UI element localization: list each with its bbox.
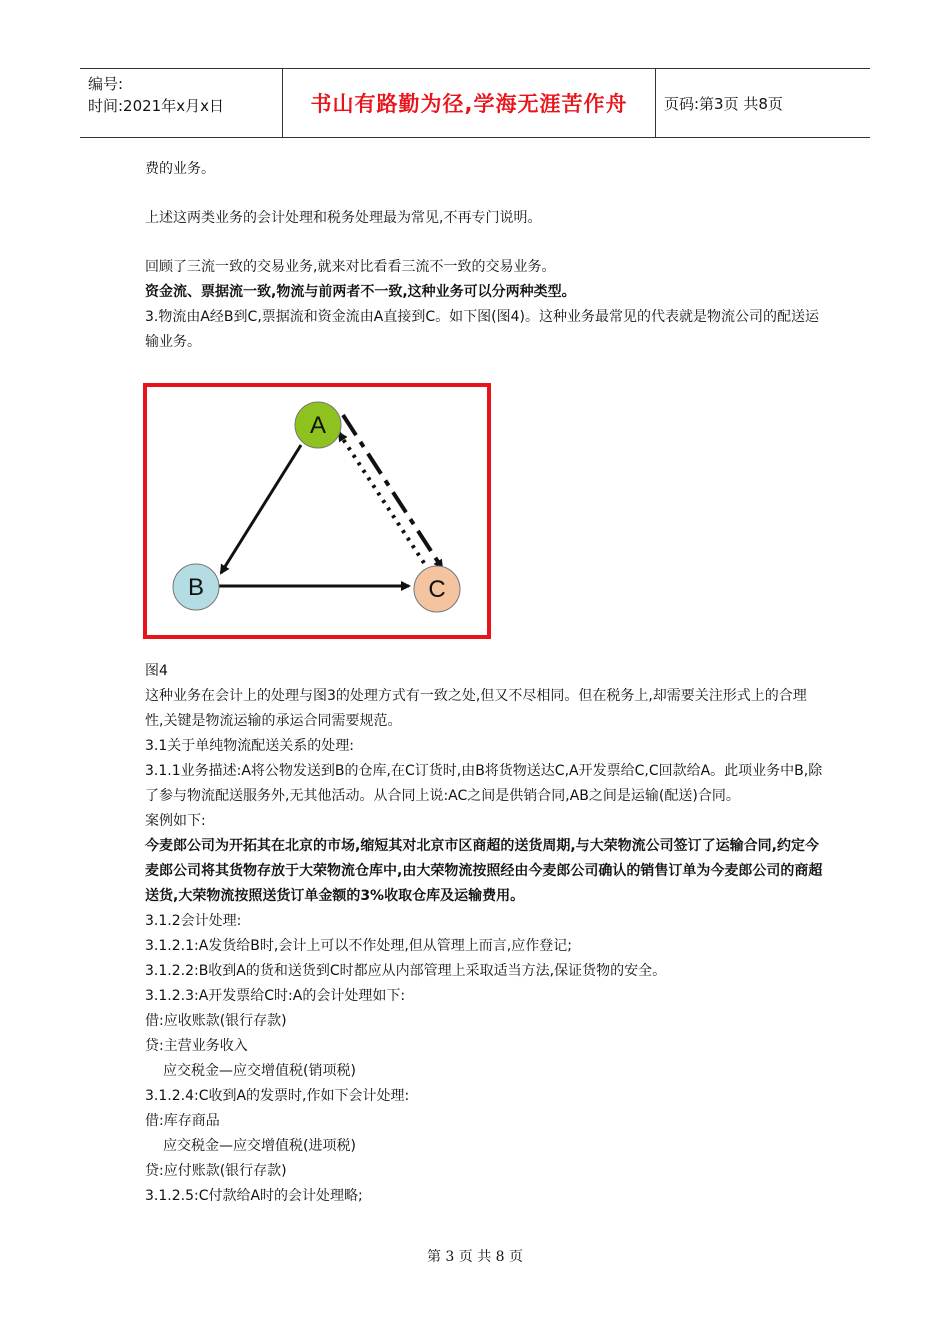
- paragraph: 这种业务在会计上的处理与图3的处理方式有一致之处,但又不尽相同。但在税务上,却需要关注形式上的合理性,关键是物流运输的承运合同需要规范。: [145, 688, 807, 729]
- journal-entry: 贷:主营业务收入: [145, 1038, 248, 1054]
- paragraph: 3.1.2.2:B收到A的货和送货到C时都应从内部管理上采取适当方法,保证货物的安全。: [145, 963, 667, 979]
- paragraph: 上述这两类业务的会计处理和税务处理最为常见,不再专门说明。: [145, 210, 542, 226]
- paragraph: 3.1.2.3:A开发票给C时:A的会计处理如下:: [145, 988, 406, 1004]
- paragraph: 3.1.1业务描述:A将公物发送到B的仓库,在C订货时,由B将货物送达C,A开发票给C,C回款给A。此项业务中B,除了参与物流配送服务外,无其他活动。从合同上说:AC之间是供销合同,AB之间是运输(配送)合同。: [145, 763, 823, 804]
- journal-entry: 借:应收账款(银行存款): [145, 1013, 287, 1029]
- node-b-label: B: [187, 574, 205, 601]
- page-footer: 第 3 页 共 8 页: [426, 1249, 524, 1265]
- arrow-a-to-c-dashdot: [343, 415, 442, 568]
- journal-entry: 借:库存商品: [145, 1113, 220, 1129]
- journal-entry: 应交税金—应交增值税(进项税): [163, 1138, 356, 1154]
- paragraph: 3.物流由A经B到C,票据流和资金流由A直接到C。如下图(图4)。这种业务最常见的代表就是物流公司的配送运输业务。: [145, 309, 819, 350]
- header-meta: [80, 69, 282, 137]
- paragraph: 案例如下:: [145, 813, 206, 829]
- journal-entry: 贷:应付账款(银行存款): [145, 1163, 287, 1179]
- paragraph: 费的业务。: [145, 161, 215, 177]
- node-a-label: A: [309, 412, 327, 439]
- header-motto: 书山有路勤为径,学海无涯苦作舟: [282, 69, 656, 137]
- flow-diagram-figure: [143, 383, 491, 639]
- bold-paragraph: 资金流、票据流一致,物流与前两者不一致,这种业务可以分两种类型。: [145, 284, 576, 300]
- arrow-a-to-b: [221, 445, 301, 573]
- section-heading: 3.1关于单纯物流配送关系的处理:: [145, 738, 354, 754]
- case-paragraph: 今麦郎公司为开拓其在北京的市场,缩短其对北京市区商超的送货周期,与大荣物流公司签订了运输合同,约定今麦郎公司将其货物存放于大荣物流仓库中,由大荣物流按照经由今麦郎公司确认的销售订单为今麦郎公司的商超送货,大荣物流按照送货订单金额的3%收取仓库及运输费用。: [145, 838, 823, 904]
- node-c-label: C: [428, 576, 446, 603]
- arrow-c-to-a-dotted: [339, 433, 424, 563]
- paragraph: 回顾了三流一致的交易业务,就来对比看看三流不一致的交易业务。: [145, 259, 556, 275]
- paragraph: 3.1.2.4:C收到A的发票时,作如下会计处理:: [145, 1088, 410, 1104]
- document-body: [145, 157, 825, 1209]
- header-page-label: 页码:第3页 共8页: [664, 94, 783, 113]
- doc-number-label: 编号:: [88, 75, 124, 93]
- doc-time-label: 时间:2021年x月x日: [88, 97, 224, 115]
- section-heading: 3.1.2会计处理:: [145, 913, 242, 929]
- paragraph: 3.1.2.1:A发货给B时,会计上可以不作处理,但从管理上而言,应作登记;: [145, 938, 572, 954]
- flow-diagram: [147, 387, 487, 635]
- page-header: [80, 68, 870, 138]
- journal-entry: 应交税金—应交增值税(销项税): [163, 1063, 356, 1079]
- paragraph: 3.1.2.5:C付款给A时的会计处理略;: [145, 1188, 363, 1204]
- figure-caption: 图4: [145, 663, 168, 679]
